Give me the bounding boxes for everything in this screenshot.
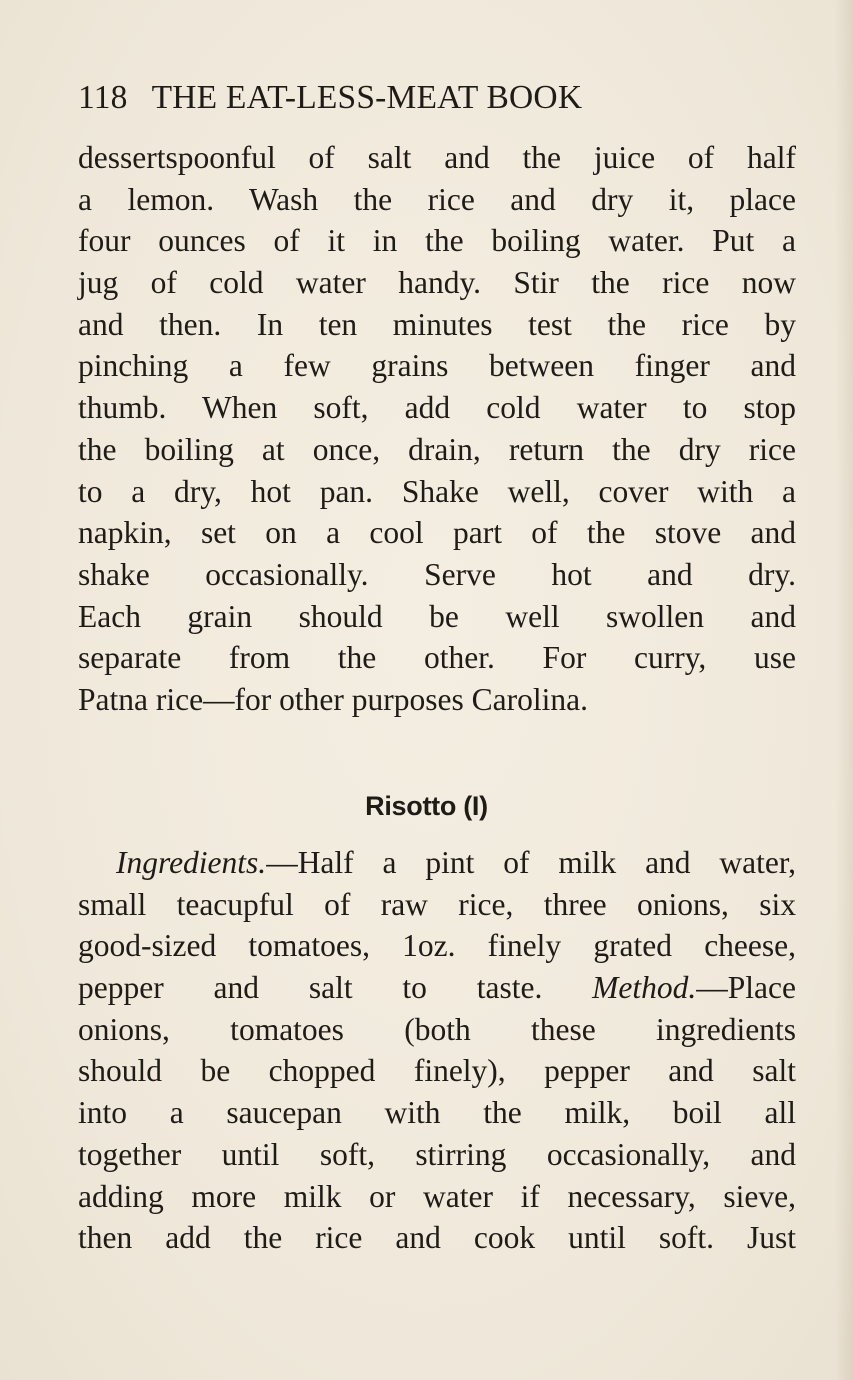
- ingredients-label: Ingredients.: [116, 845, 267, 880]
- text-line: thumb. When soft, add cold water to stop: [78, 390, 796, 426]
- text-line: then add the rice and cook until soft. Just: [78, 1220, 796, 1256]
- text-line: [78, 842, 796, 884]
- text-line: separate from the other. For curry, use: [78, 640, 796, 676]
- text-line: pinching a few grains between finger and: [78, 348, 796, 384]
- text-line: good-sized tomatoes, 1oz. finely grated cheese,: [78, 928, 796, 964]
- text-line: napkin, set on a cool part of the stove and: [78, 515, 796, 551]
- running-head: [78, 78, 798, 118]
- text-line: dessertspoonful of salt and the juice of half: [78, 140, 796, 175]
- text-line: small teacupful of raw rice, three onions, six: [78, 886, 796, 922]
- text-line: the boiling at once, drain, return the dry rice: [78, 431, 796, 467]
- text-line: a lemon. Wash the rice and dry it, place: [78, 181, 796, 217]
- text-line: and then. In ten minutes test the rice by: [78, 306, 796, 342]
- page-number: 118: [78, 79, 128, 116]
- text-line: [78, 967, 796, 1009]
- text-line: to a dry, hot pan. Shake well, cover with a: [78, 473, 796, 509]
- text-line: Patna rice—for other purposes Carolina.: [78, 681, 588, 717]
- text-line: shake occasionally. Serve hot and dry.: [78, 556, 796, 592]
- paragraph-rice-boiling: [78, 137, 796, 721]
- text-line: jug of cold water handy. Stir the rice now: [78, 265, 796, 301]
- text-line: should be chopped finely), pepper and salt: [78, 1053, 796, 1089]
- ingredients-text: —Half a pint of milk and water,: [266, 845, 796, 880]
- text-line: together until soft, stirring occasionally, and: [78, 1136, 796, 1172]
- text-fragment: pepper and salt to taste.: [78, 970, 593, 1006]
- running-title: THE EAT-LESS-MEAT BOOK: [151, 79, 583, 116]
- text-line: adding more milk or water if necessary, sieve,: [78, 1178, 796, 1214]
- method-label: Method.: [592, 970, 697, 1006]
- text-line: Each grain should be well swollen and: [78, 598, 796, 634]
- paragraph-risotto-recipe: [78, 842, 796, 1259]
- text-line: onions, tomatoes (both these ingredients: [78, 1011, 796, 1047]
- text-line: into a saucepan with the milk, boil all: [78, 1095, 796, 1131]
- method-text: —Place: [696, 970, 796, 1006]
- text-line: four ounces of it in the boiling water. Put a: [78, 223, 796, 259]
- section-heading: Risotto (I): [365, 791, 488, 821]
